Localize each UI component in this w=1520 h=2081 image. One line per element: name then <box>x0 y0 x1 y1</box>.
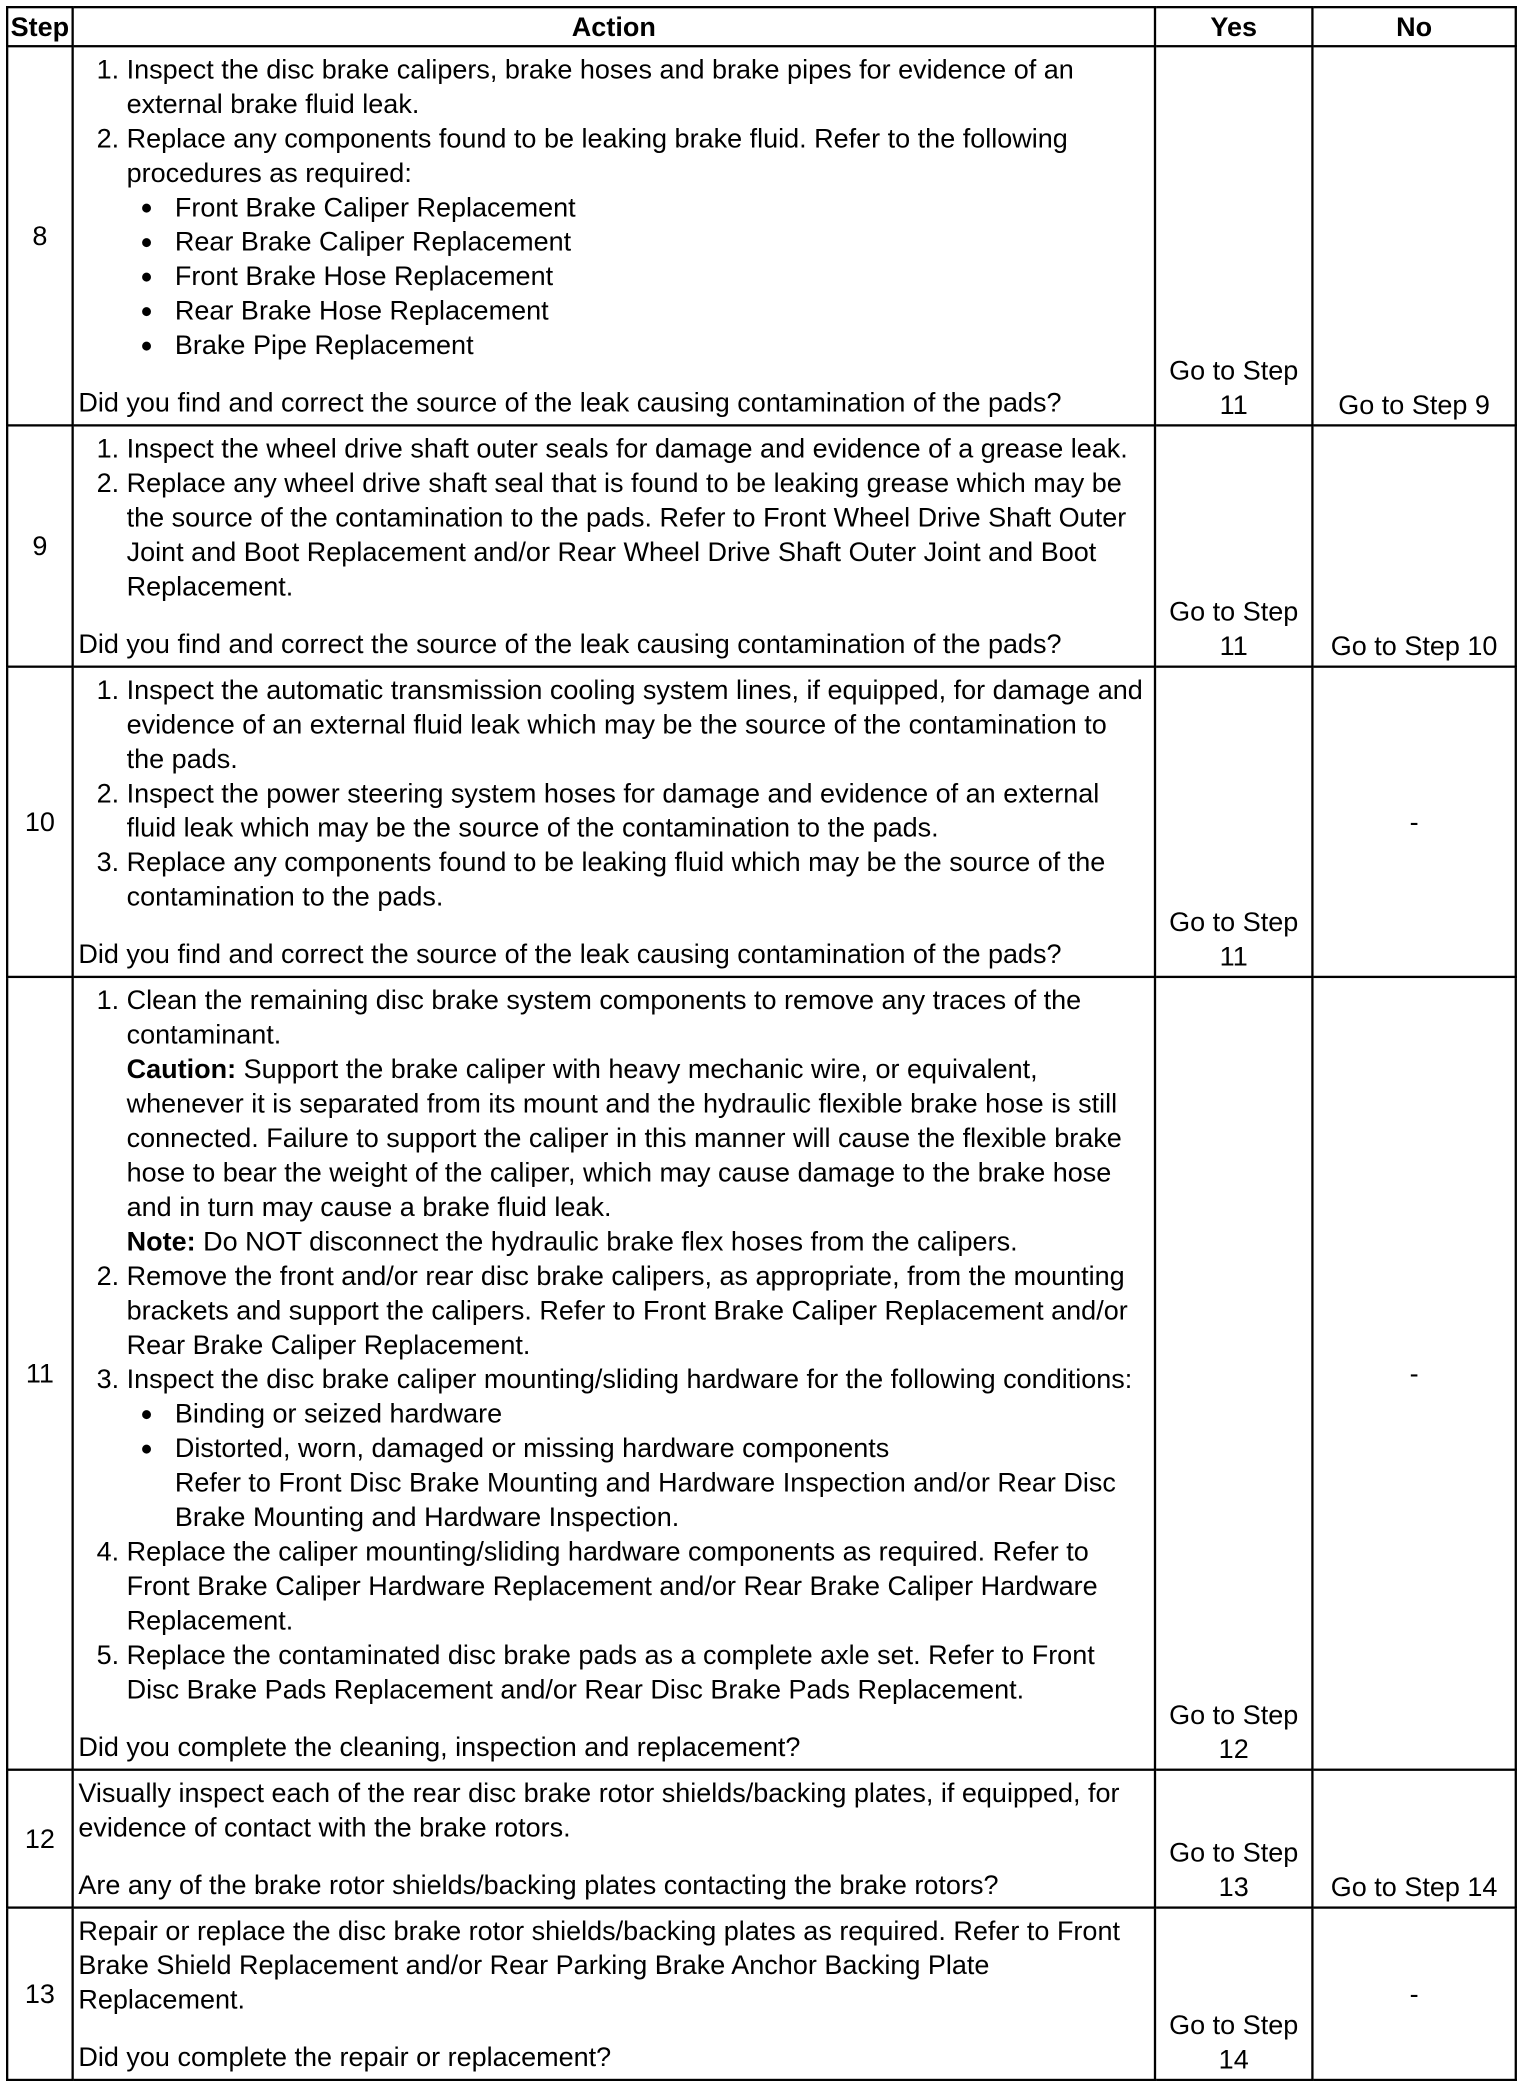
header-row <box>7 7 1516 46</box>
action-text: Repair or replace the disc brake rotor shields/backing plates as required. Refer to Front Brake Shield Replacement and/or Rear Parking Brake Anchor Backing Plate Replacement. <box>78 1915 1120 2015</box>
caution-note <box>127 1052 1150 1224</box>
caution-text: Support the brake caliper with heavy mechanic wire, or equivalent, whenever it is separated from its mount and the hydraulic flexible brake hose is still connected. Failure to support the caliper in this manner will cause the flexible brake hose to bear the weight of the caliper, which may cause damage to the brake hose and in turn may cause a brake fluid leak. <box>126 1053 1122 1222</box>
bullet-item: ● Rear Brake Hose Replacement <box>175 293 1149 327</box>
diagnostic-table <box>6 6 1517 2081</box>
step-question: Did you find and correct the source of the leak causing contamination of the pads? <box>78 628 1062 659</box>
step-question: Did you complete the repair or replacement? <box>78 2042 612 2072</box>
header-yes: Yes <box>1155 7 1312 46</box>
bullet-item: ● Front Brake Hose Replacement <box>175 259 1149 293</box>
action-cell <box>73 667 1155 977</box>
yes-cell: Go to Step 14 <box>1155 1908 1312 2080</box>
note-text: Do NOT disconnect the hydraulic brake flex hoses from the calipers. <box>203 1226 1018 1257</box>
action-list <box>78 431 1149 603</box>
header-no: No <box>1312 7 1515 46</box>
no-cell: - <box>1312 977 1515 1770</box>
bullet-item <box>175 1431 1149 1534</box>
bullet-item: ● Rear Brake Caliper Replacement <box>175 224 1149 258</box>
step-question: Did you complete the cleaning, inspection and replacement? <box>78 1731 801 1762</box>
yes-cell: Go to Step 12 <box>1155 977 1312 1770</box>
action-cell <box>73 977 1155 1770</box>
step-number: 10 <box>7 667 72 977</box>
bullet-reference: Refer to Front Disc Brake Mounting and Hardware Inspection and/or Rear Disc Brake Mounting and Hardware Inspection. <box>174 1467 1116 1532</box>
action-item-text: 1. Clean the remaining disc brake system components to remove any traces of the contaminant. <box>126 984 1082 1050</box>
bullet-item: ● Binding or seized hardware <box>175 1396 1149 1430</box>
action-cell <box>73 1770 1155 1908</box>
bullet-item-text: Distorted, worn, damaged or missing hardware components <box>174 1433 890 1463</box>
action-item: 4. Replace the caliper mounting/sliding hardware components as required. Refer to Front Brake Caliper Hardware Replacement and/or Rear Brake Caliper Hardware Replacement. <box>127 1534 1150 1637</box>
step-number: 9 <box>7 425 72 666</box>
action-item: 1. Inspect the automatic transmission cooling system lines, if equipped, for damage and evidence of an external fluid leak which may be the source of the contamination to the pads. <box>127 672 1150 775</box>
no-cell: Go to Step 14 <box>1312 1770 1515 1908</box>
header-action: Action <box>73 7 1155 46</box>
bullet-item: ● Front Brake Caliper Replacement <box>175 190 1149 224</box>
action-item <box>127 983 1150 1259</box>
table-row-step-8 <box>7 46 1516 425</box>
yes-cell: Go to Step 11 <box>1155 425 1312 666</box>
action-item: 3. Replace any components found to be leaking fluid which may be the source of the contamination to the pads. <box>127 845 1150 914</box>
table-row-step-12 <box>7 1770 1516 1908</box>
action-item: 5. Replace the contaminated disc brake pads as a complete axle set. Refer to Front Disc Brake Pads Replacement and/or Rear Disc Brake Pads Replacement. <box>127 1638 1150 1707</box>
no-cell: Go to Step 10 <box>1312 425 1515 666</box>
action-item: 2. Replace any wheel drive shaft seal that is found to be leaking grease which may be the source of the contamination to the pads. Refer to Front Wheel Drive Shaft Outer Joint and Boot Replacement and/or Rear Wheel Drive Shaft Outer Joint and Boot Replacement. <box>127 466 1150 604</box>
action-item <box>127 1362 1150 1534</box>
action-item <box>127 121 1150 362</box>
action-item: 2. Remove the front and/or rear disc brake calipers, as appropriate, from the mounting brackets and support the calipers. Refer to Front Brake Caliper Replacement and/or Rear Brake Caliper Replacement. <box>127 1258 1150 1361</box>
bullet-list <box>127 1396 1150 1534</box>
yes-cell: Go to Step 11 <box>1155 667 1312 977</box>
step-number: 12 <box>7 1770 72 1908</box>
action-item-text: Replace any components found to be leaking brake fluid. Refer to the following procedures as required: <box>126 123 1068 188</box>
note <box>127 1224 1150 1258</box>
no-cell: - <box>1312 1908 1515 2080</box>
action-item-text: Inspect the disc brake caliper mounting/sliding hardware for the following conditions: <box>126 1364 1133 1394</box>
action-item: 1. Inspect the wheel drive shaft outer seals for damage and evidence of a grease leak. <box>127 431 1150 465</box>
action-cell <box>73 46 1155 425</box>
step-question: Did you find and correct the source of the leak causing contamination of the pads? <box>78 387 1062 418</box>
table-row-step-11 <box>7 977 1516 1770</box>
action-list <box>78 983 1149 1707</box>
note-label: Note: <box>126 1226 196 1257</box>
yes-cell: Go to Step 13 <box>1155 1770 1312 1908</box>
action-list <box>78 672 1149 913</box>
action-cell <box>73 1908 1155 2080</box>
action-item: 1. Inspect the disc brake calipers, brake hoses and brake pipes for evidence of an external brake fluid leak. <box>127 52 1150 121</box>
step-question: Are any of the brake rotor shields/backing plates contacting the brake rotors? <box>78 1869 999 1900</box>
table-row-step-13 <box>7 1908 1516 2080</box>
table-row-step-10 <box>7 667 1516 977</box>
step-number: 11 <box>7 977 72 1770</box>
table-row-step-9 <box>7 425 1516 666</box>
yes-cell: Go to Step 11 <box>1155 46 1312 425</box>
bullet-item: ● Brake Pipe Replacement <box>175 328 1149 362</box>
diagnostic-table-sheet <box>6 6 1517 2081</box>
header-step: Step <box>7 7 72 46</box>
no-cell: Go to Step 9 <box>1312 46 1515 425</box>
step-question: Did you find and correct the source of the leak causing contamination of the pads? <box>78 938 1062 969</box>
no-cell: - <box>1312 667 1515 977</box>
action-item: 2. Inspect the power steering system hoses for damage and evidence of an external fluid leak which may be the source of the contamination to the pads. <box>127 776 1150 845</box>
bullet-list <box>127 190 1150 362</box>
action-cell <box>73 425 1155 666</box>
caution-label: Caution: <box>126 1053 237 1084</box>
step-number: 8 <box>7 46 72 425</box>
action-list <box>78 52 1149 362</box>
action-text: Visually inspect each of the rear disc brake rotor shields/backing plates, if equipped, for evidence of contact with the brake rotors. <box>78 1777 1120 1843</box>
step-number: 13 <box>7 1908 72 2080</box>
